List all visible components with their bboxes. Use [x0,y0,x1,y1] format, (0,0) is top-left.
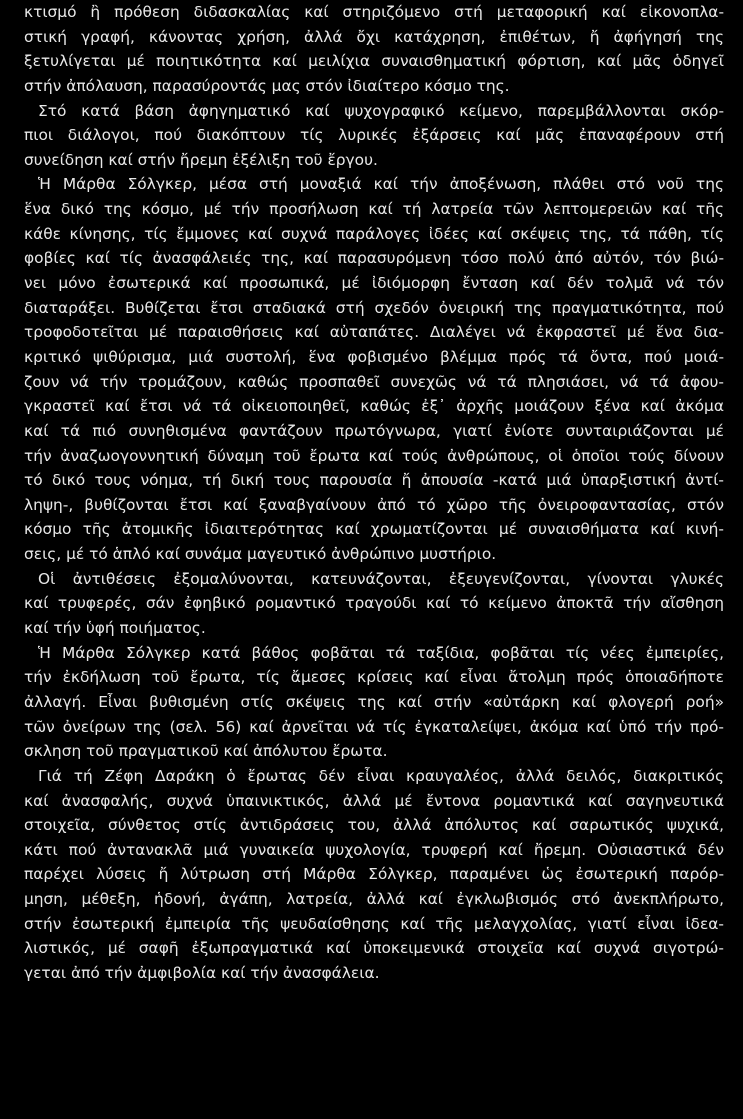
text-line: τήν ἐκδήλωση τοῦ ἔρωτα, τίς ἄμεσες κρίσεις καί εἶναι ἄτολμη πρός ὁποιαδήποτε [24,668,724,687]
text-line: ξετυλίγεται μέ ποιητικότητα καί μειλίχια συναισθηματική φόρτιση, καί μᾶς ὁδηγεῖ [24,52,724,71]
text-line: μηση, μέθεξη, ἡδονή, ἀγάπη, λατρεία, ἀλλά καί ἐγκλωβισμός στό ἀνεκπλήρωτο, [24,890,724,909]
text-line: διαταράξει. Βυθίζεται ἔτσι σταδιακά στή σχεδόν ὀνειρική της πραγματικότητα, πού [24,298,724,317]
text-line: Ἡ Μάρθα Σόλγκερ κατά βάθος φοβᾶται τά ταξίδια, φοβᾶται τίς νέες ἐμπειρίες, [38,643,724,662]
text-line: καί τά πιό συνηθισμένα φαντάζουν πρωτόγνωρα, γιατί ἐνίοτε συνταιριάζονται μέ [24,421,724,440]
text-line: στήν ἀπόλαυση, παρασύροντάς μας στόν ἰδιαίτερο κόσμο της. [24,76,510,95]
text-line: φοβίες καί τίς ἀνασφάλειές της, καί παρασυρόμενη τόσο πολύ ἀπό αὐτόν, τόν βιώ- [24,249,724,268]
text-line: κριτικό ψιθύρισμα, μιά συστολή, ἕνα φοβισμένο βλέμμα πρός τά ὄντα, πού μοιά- [24,347,724,366]
text-line: Στό κατά βάση ἀφηγηματικό καί ψυχογραφικό κείμενο, παρεμβάλλονται σκόρ- [38,101,724,120]
text-line: τῶν ὀνείρων της (σελ. 56) καί ἀρνεῖται νά τίς ἐγκαταλείψει, ἀκόμα καί ὑπό τήν πρό- [24,717,724,736]
text-line: σεις, μέ τό ἁπλό καί συνάμα μαγευτικό ἀνθρώπινο μυστήριο. [24,545,497,564]
text-line: σκληση τοῦ πραγματικοῦ καί ἀπόλυτου ἔρωτα. [24,742,388,761]
text-line: τροφοδοτεῖται μέ παραισθήσεις καί αὐταπάτες. Διαλέγει νά ἐκφραστεῖ μέ ἕνα δια- [24,323,724,342]
text-line: στοιχεῖα, σύνθετος στίς ἀντιδράσεις του, ἀλλά ἀπόλυτος καί σαρωτικός ψυχικά, [24,816,724,835]
text-line: πιοι διάλογοι, πού διακόπτουν τίς λυρικές ἐξάρσεις καί μᾶς ἐπαναφέρουν στή [24,126,724,145]
text-line: καί τήν ὑφή ποιήματος. [24,619,206,638]
text-line: γκραστεῖ καί ἔτσι νά τά οἰκειοποιηθεῖ, καθώς ἐξ᾿ ἀρχῆς μοιάζουν ξένα καί ἀκόμα [24,397,724,416]
text-line: ζουν νά τήν τρομάζουν, καθώς προσπαθεῖ συνεχῶς νά τά πλησιάσει, νά τά ἀφου- [24,372,724,391]
text-line: λιστικός, μέ σαφῆ ἐξωπραγματικά καί ὑποκειμενικά στοιχεῖα καί συχνά σιγοτρώ- [24,939,724,958]
text-line: Οἱ ἀντιθέσεις ἐξομαλύνονται, κατευνάζονται, ἐξευγενίζονται, γίνονται γλυκές [38,569,724,588]
text-line: παρέχει λύσεις ἤ λύτρωση στή Μάρθα Σόλγκερ, παραμένει ὡς ἐσωτερική παρόρ- [24,865,724,884]
text-line: ἕνα δικό της κόσμο, μέ τήν προσήλωση καί τή λατρεία τῶν λεπτομερειῶν καί τῆς [24,200,724,219]
text-line: κόσμο τῆς ἀτομικῆς ἰδιαιτερότητας καί χρωματίζονται μέ συναισθήματα καί κινή- [24,520,724,539]
paragraph [24,172,724,566]
text-line: νει μόνο ἐσωτερικά καί προσωπικά, μέ ἰδιόμορφη ἔνταση καί δέν τολμᾶ νά τόν [24,274,724,293]
text-line: Ἡ Μάρθα Σόλγκερ, μέσα στή μοναξιά καί τήν ἀποξένωση, πλάθει στό νοῦ της [38,175,724,194]
text-line: τήν ἀναζωογοννητική δύναμη τοῦ ἔρωτα καί τούς ἀνθρώπους, οἱ ὁποῖοι τούς δίνουν [24,446,724,465]
text-line: στήν ἐσωτερική ἐμπειρία τῆς ψευδαίσθησης καί τῆς μελαγχολίας, γιατί εἶναι ἰδεα- [24,914,724,933]
text-line: καί ἀνασφαλής, συχνά ὑπαινικτικός, ἀλλά μέ ἔντονα ρομαντικά καί σαγηνευτικά [24,791,724,810]
paragraph-continued [24,0,724,99]
paragraph [24,641,724,764]
paragraph [24,99,724,173]
text-line: κάτι πού ἀντανακλᾶ μιά γυναικεία ψυχολογία, τρυφερή καί ἤρεμη. Οὐσιαστικά δέν [24,840,724,859]
text-line: στική γραφή, κάνοντας χρήση, ἀλλά ὄχι κατάχρηση, ἐπιθέτων, ἤ ἀφήγησή της [24,27,724,46]
paragraph [24,567,724,641]
text-line: ἀλλαγή. Εἶναι βυθισμένη στίς σκέψεις της καί στήν «αὐτάρκη καί φλογερή ροή» [24,692,724,711]
text-line: ληψη-, βυθίζονται ἔτσι καί ξαναβγαίνουν ἀπό τό χῶρο τῆς ὀνειροφαντασίας, στόν [24,495,724,514]
text-line: τό δικό τους νόημα, τή δική τους παρουσία ἤ ἀπουσία -κατά μιά ὑπαρξιστική ἀντί- [24,471,724,490]
text-line: καί τρυφερές, σάν ἐφηβικό ρομαντικό τραγούδι καί τό κείμενο ἀποκτᾶ τήν αἴσθηση [24,594,724,613]
text-line: Γιά τή Ζέφη Δαράκη ὁ ἔρωτας δέν εἶναι κραυγαλέος, ἀλλά δειλός, διακριτικός [38,766,724,785]
text-line: κάθε κίνησης, τίς ἔμμονες καί συχνά παράλογες ἰδέες καί σκέψεις της, τά πάθη, τίς [24,224,724,243]
text-line: γεται ἀπό τήν ἀμφιβολία καί τήν ἀνασφάλεια. [24,963,380,982]
text-line: κτισμό ἢ πρόθεση διδασκαλίας καί στηριζόμενο στή μεταφορική καί εἰκονοπλα- [24,3,724,21]
document-page [24,0,724,986]
text-line: συνείδηση καί στήν ἤρεμη ἐξέλιξη τοῦ ἔργου. [24,150,378,169]
paragraph [24,764,724,986]
